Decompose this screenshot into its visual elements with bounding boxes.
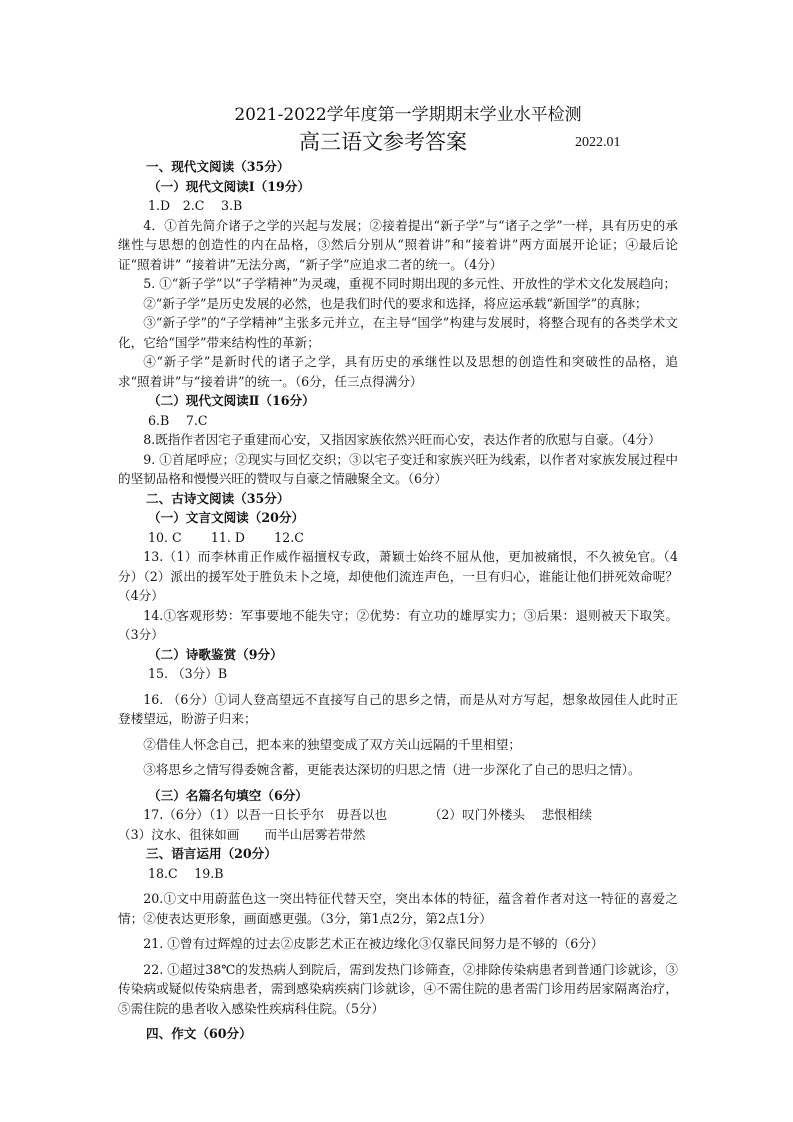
section-2-sub-1: （一）文言文阅读（20分） — [148, 510, 305, 525]
answers-10-12: 10. C 11. D 12.C — [148, 529, 304, 545]
answer-5-point-1: 5. ①“新子学”以“子学精神”为灵魂，重视不同时期出现的多元性、开放性的学术文化发展趋向； — [143, 276, 677, 291]
answer-16-point-1: 16. （6分）①词人登高望远不直接写自己的思乡之情，而是从对方写起，想象故园佳人此时正登楼望远，盼游子归来； — [118, 691, 678, 726]
answer-16-point-3: ③将思乡之情写得委婉含蓄，更能表达深切的归思之情（进一步深化了自己的思归之情）。 — [143, 762, 641, 777]
answer-20: 20.①文中用蔚蓝色这一突出特征代替天空，突出本体的特征，蕴含着作者对这一特征的喜爱之情；②使表达更形象，画面感更强。（3分，第1点2分，第2点1分） — [118, 891, 678, 926]
answer-17-line-2: （3）汶水、徂徕如画 而半山居雾若带然 — [118, 826, 366, 842]
document-body — [118, 103, 678, 1044]
section-4-heading: 四、作文（60分） — [146, 1026, 252, 1041]
answers-1-3: 1.D 2.C 3.B — [148, 198, 243, 213]
section-3-heading: 三、语言运用（20分） — [146, 846, 277, 861]
section-2-heading: 二、古诗文阅读（35分） — [146, 490, 290, 506]
answer-21: 21. ①曾有过辉煌的过去②皮影艺术正在被边缘化③仅靠民间努力是不够的（6分） — [143, 936, 604, 951]
section-1-sub-2: （二）现代文阅读Ⅱ（16分） — [148, 393, 315, 408]
answer-17-line-1: 17.（6分）（1）以吾一日长乎尔 毋吾以也 （2）叹门外楼头 悲恨相续 — [143, 807, 592, 822]
document-title: 2021-2022学年度第一学期期末学业水平检测 — [234, 105, 582, 125]
answer-22: 22. ①超过38℃的发热病人到院后，需到发热门诊筛查，②排除传染病患者到普通门诊就诊，③传染病或疑似传染病患者，需到感染病疾病门诊就诊，④不需住院的患者需门诊用药居家隔离治疗，⑤需住院的患者收入感染性疾病科住院。（5分） — [118, 961, 678, 1016]
answers-18-19: 18.C 19.B — [148, 865, 224, 881]
document-subtitle: 高三语文参考答案 — [299, 130, 467, 154]
answer-4: 4．①首先简介诸子之学的兴起与发展；②接着提出“新子学”与“诸子之学”一样，具有历史的承继性与思想的创造性的内在品格，③然后分别从“照着讲”和“接着讲”两方面展开论证；④最后论证“照着讲” “接着讲”无法分离，“新子学”应追求二者的统一。（4分） — [118, 217, 678, 272]
title-row — [118, 127, 678, 157]
answer-15: 15. （3分）B — [148, 666, 228, 681]
answer-5-point-4: ④“新子学”是新时代的诸子之学，具有历史的承继性以及思想的创造性和突破性的品格，追求“照着讲”与“接着讲”的统一。（6分，任三点得满分） — [118, 354, 678, 389]
section-2-sub-2: （二）诗歌鉴赏（9分） — [148, 646, 283, 662]
answer-16-point-2: ②借佳人怀念自己，把本来的独望变成了双方关山远隔的千里相望； — [143, 736, 521, 752]
section-1-sub-1: （一）现代文阅读Ⅰ（19分） — [148, 178, 310, 194]
answer-14: 14.①客观形势：军事要地不能失守；②优势：有立功的雄厚实力；③后果：退则被天下取笑。（3分） — [118, 607, 678, 642]
answers-6-7: 6.B 7.C — [148, 412, 208, 428]
answer-13: 13.（1）而李林甫正作威作福擅权专政，萧颖士始终不屈从他，更加被痛恨，不久被免官。（4分）（2）派出的援军处于胜负未卜之境，却使他们流连声色，一旦有归心，谁能让他们拼死效命呢？（4分） — [118, 549, 678, 603]
answer-5-point-3: ③“新子学”的“子学精神”主张多元并立，在主导“国学”构建与发展时，将整合现有的各类学术文化，它给“国学”带来结构性的革新； — [118, 315, 678, 350]
answer-9: 9. ①首尾呼应；②现实与回忆交织；③以宅子变迁和家族兴旺为线索，以作者对家族发展过程中的坚韧品格和慢慢兴旺的赞叹与自豪之情融聚全文。（6分） — [118, 451, 678, 486]
answer-5-point-2: ②“新子学”是历史发展的必然，也是我们时代的要求和选择，将应运承载“新国学”的真脉； — [143, 295, 648, 311]
answer-8: 8.既指作者因宅子重建而心安，又指因家族依然兴旺而心安，表达作者的欣慰与自豪。（4分） — [143, 432, 661, 447]
section-1-heading: 一、现代文阅读（35分） — [146, 159, 290, 174]
document-date: 2022.01 — [575, 135, 621, 150]
section-2-sub-3: （三）名篇名句填空（6分） — [148, 787, 308, 803]
